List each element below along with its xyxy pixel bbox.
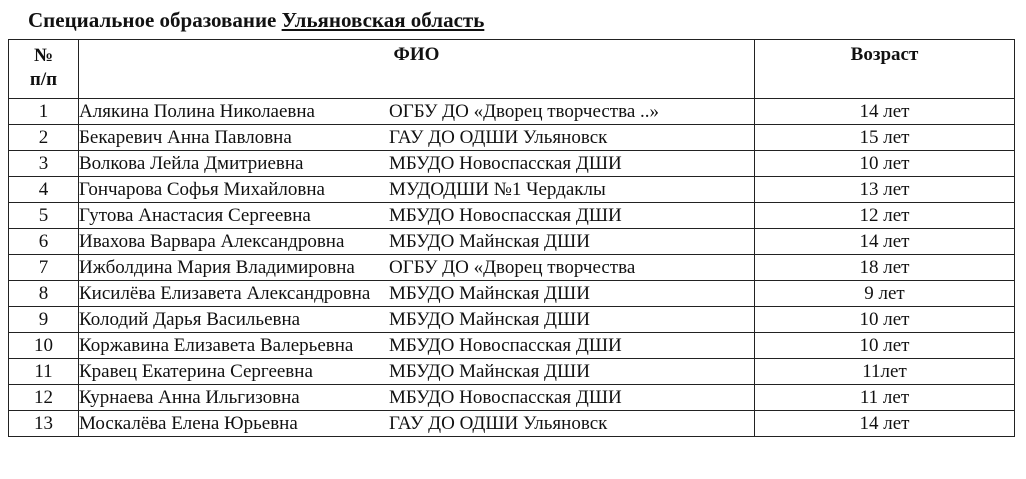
- row-number: 11: [9, 359, 79, 385]
- row-number: 13: [9, 411, 79, 437]
- header-number: № п/п: [9, 40, 79, 99]
- row-fio: [79, 255, 755, 281]
- table-row: [9, 229, 1015, 255]
- participant-organization: МУДОДШИ №1 Чердаклы: [389, 178, 606, 200]
- participant-name: Ижболдина Мария Владимировна: [79, 256, 355, 278]
- table-row: [9, 359, 1015, 385]
- participant-name: Курнаева Анна Ильгизовна: [79, 386, 300, 408]
- title-region: Ульяновская область: [281, 8, 485, 32]
- table-header-row: [9, 40, 1015, 99]
- participant-organization: ГАУ ДО ОДШИ Ульяновск: [389, 412, 608, 434]
- row-age: 14 лет: [755, 99, 1015, 125]
- row-number: 3: [9, 151, 79, 177]
- row-age: 10 лет: [755, 307, 1015, 333]
- row-fio: [79, 307, 755, 333]
- table-row: [9, 203, 1015, 229]
- row-fio: [79, 151, 755, 177]
- row-age: 14 лет: [755, 411, 1015, 437]
- row-fio: [79, 385, 755, 411]
- row-number: 8: [9, 281, 79, 307]
- row-number: 10: [9, 333, 79, 359]
- participant-organization: МБУДО Майнская ДШИ: [389, 308, 590, 330]
- participant-organization: ОГБУ ДО «Дворец творчества: [389, 256, 636, 278]
- participant-name: Гутова Анастасия Сергеевна: [79, 204, 311, 226]
- participant-name: Кравец Екатерина Сергеевна: [79, 360, 313, 382]
- row-fio: [79, 333, 755, 359]
- row-fio: [79, 203, 755, 229]
- participant-organization: ОГБУ ДО «Дворец творчества ..»: [389, 100, 660, 122]
- row-number: 9: [9, 307, 79, 333]
- row-fio: [79, 359, 755, 385]
- participant-organization: МБУДО Новоспасская ДШИ: [389, 386, 622, 408]
- row-fio: [79, 177, 755, 203]
- title-prefix: Специальное образование: [28, 8, 277, 32]
- row-age: 13 лет: [755, 177, 1015, 203]
- row-number: 12: [9, 385, 79, 411]
- participant-organization: МБУДО Майнская ДШИ: [389, 230, 590, 252]
- table-row: [9, 281, 1015, 307]
- participant-organization: МБУДО Новоспасская ДШИ: [389, 334, 622, 356]
- table-body: [9, 99, 1015, 437]
- participant-organization: МБУДО Майнская ДШИ: [389, 360, 590, 382]
- row-age: 9 лет: [755, 281, 1015, 307]
- row-fio: [79, 281, 755, 307]
- row-age: 14 лет: [755, 229, 1015, 255]
- table-row: [9, 125, 1015, 151]
- participant-name: Ивахова Варвара Александровна: [79, 230, 345, 252]
- participant-name: Кисилёва Елизавета Александровна: [79, 282, 371, 304]
- row-number: 2: [9, 125, 79, 151]
- participant-name: Волкова Лейла Дмитриевна: [79, 152, 304, 174]
- participant-name: Гончарова Софья Михайловна: [79, 178, 325, 200]
- table-row: [9, 255, 1015, 281]
- header-age: Возраст: [755, 40, 1015, 99]
- row-age: 15 лет: [755, 125, 1015, 151]
- table-row: [9, 385, 1015, 411]
- participant-name: Бекаревич Анна Павловна: [79, 126, 292, 148]
- participant-organization: МБУДО Новоспасская ДШИ: [389, 152, 622, 174]
- participant-name: Москалёва Елена Юрьевна: [79, 412, 298, 434]
- row-age: 11 лет: [755, 385, 1015, 411]
- row-number: 4: [9, 177, 79, 203]
- participant-name: Коржавина Елизавета Валерьевна: [79, 334, 354, 356]
- row-age: 11лет: [755, 359, 1015, 385]
- row-number: 1: [9, 99, 79, 125]
- table-row: [9, 99, 1015, 125]
- table-row: [9, 411, 1015, 437]
- row-age: 12 лет: [755, 203, 1015, 229]
- participant-organization: ГАУ ДО ОДШИ Ульяновск: [389, 126, 608, 148]
- row-age: 10 лет: [755, 333, 1015, 359]
- table-row: [9, 151, 1015, 177]
- row-fio: [79, 125, 755, 151]
- table-row: [9, 177, 1015, 203]
- participant-organization: МБУДО Майнская ДШИ: [389, 282, 590, 304]
- participant-name: Колодий Дарья Васильевна: [79, 308, 301, 330]
- participant-name: Алякина Полина Николаевна: [79, 100, 315, 122]
- header-fio: ФИО: [79, 40, 755, 99]
- row-fio: [79, 411, 755, 437]
- row-fio: [79, 229, 755, 255]
- row-fio: [79, 99, 755, 125]
- table-row: [9, 307, 1015, 333]
- row-age: 18 лет: [755, 255, 1015, 281]
- row-number: 5: [9, 203, 79, 229]
- page-title: [28, 8, 484, 33]
- participants-table: [8, 39, 1015, 437]
- row-number: 6: [9, 229, 79, 255]
- row-number: 7: [9, 255, 79, 281]
- table-row: [9, 333, 1015, 359]
- participant-organization: МБУДО Новоспасская ДШИ: [389, 204, 622, 226]
- row-age: 10 лет: [755, 151, 1015, 177]
